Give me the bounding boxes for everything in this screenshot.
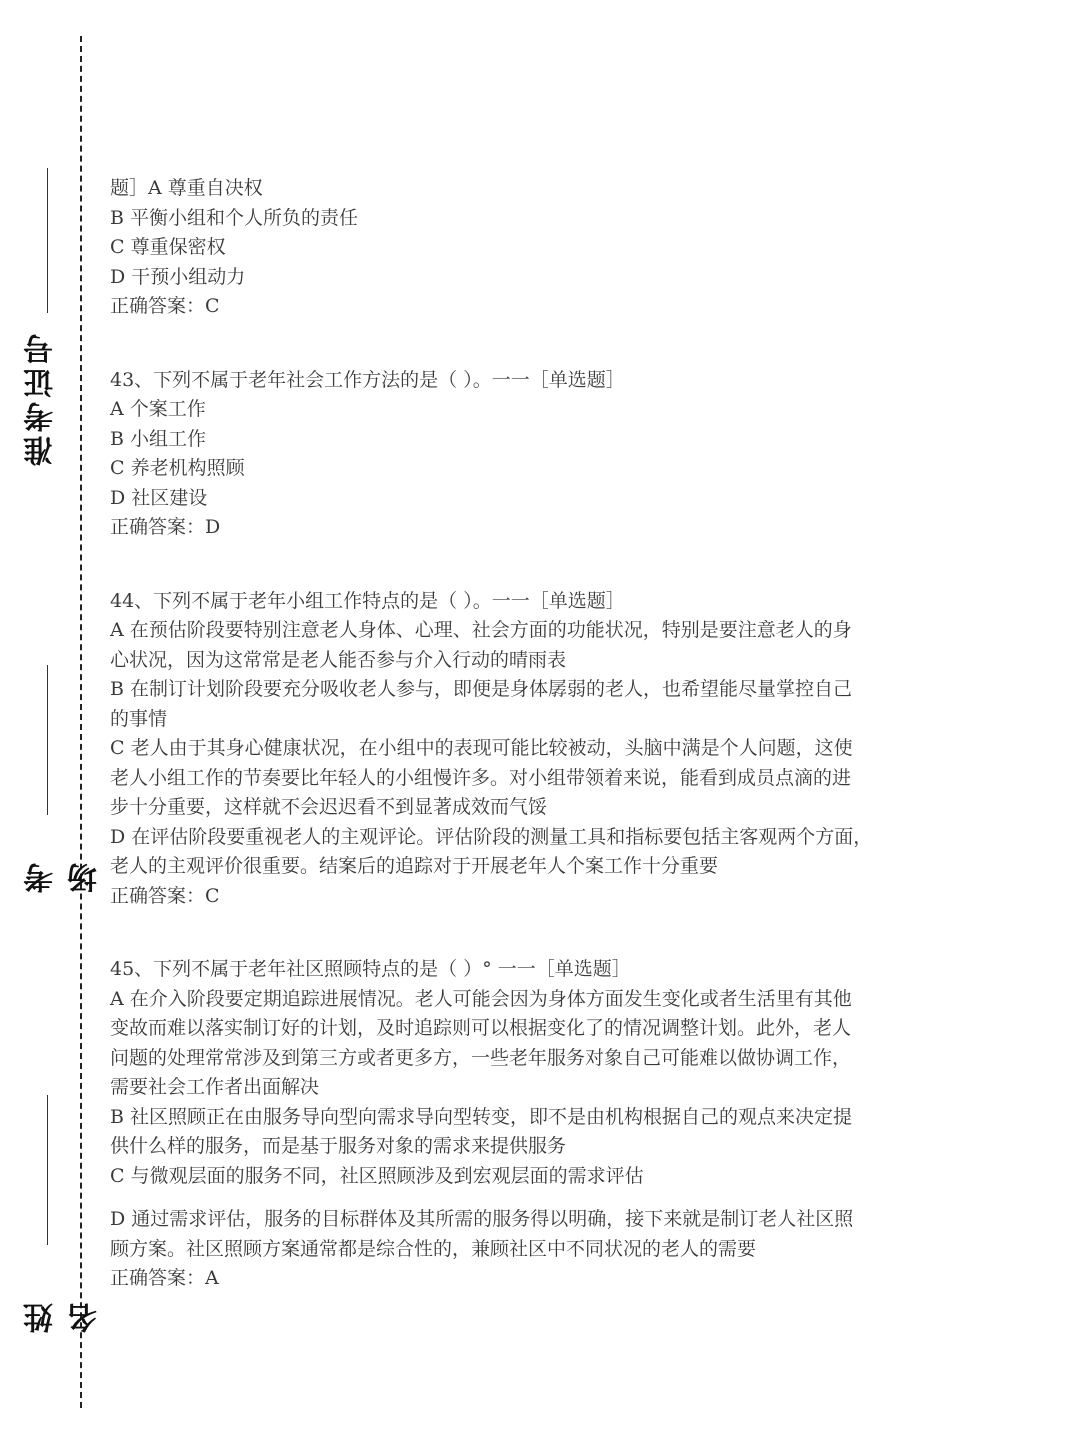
question-45-stem: 45、下列不属于老年社区照顾特点的是（ ）° 一一［单选题］ xyxy=(110,958,631,980)
option-d: D 在评估阶段要重视老人的主观评论。评估阶段的测量工具和指标要包括主客观两个方面， xyxy=(110,825,873,848)
option-d: D 通过需求评估，服务的目标群体及其所需的服务得以明确，接下来就是制订老人社区照 xyxy=(110,1208,854,1230)
correct-answer: 正确答案：D xyxy=(110,516,221,538)
option-b-cont: 供什么样的服务，而是基于服务对象的需求来提供服务 xyxy=(110,1135,567,1157)
option-c-cont: 老人小组工作的节奏要比年轻人的小组慢许多。对小组带领着来说，能看到成员点滴的进 xyxy=(110,766,852,789)
question-43-stem: 43、下列不属于老年社会工作方法的是（ ）。一一［单选题］ xyxy=(110,368,625,391)
option-b: B 在制订计划阶段要充分吸收老人参与，即便是身体孱弱的老人，也希望能尽量掌控自己 xyxy=(110,678,853,700)
option-d: D 干预小组动力 xyxy=(110,265,246,288)
correct-answer: 正确答案：A xyxy=(110,1267,219,1289)
question-45 xyxy=(110,955,930,1294)
correct-answer: 正确答案：C xyxy=(110,884,220,907)
question-42-stem-tail: 题］A 尊重自决权 xyxy=(110,177,263,199)
option-b-cont: 的事情 xyxy=(110,707,168,730)
question-44-stem: 44、下列不属于老年小组工作特点的是（ ）。一一［单选题］ xyxy=(110,589,625,612)
option-a-cont: 需要社会工作者出面解决 xyxy=(110,1076,320,1098)
exam-room-underline xyxy=(47,665,48,815)
exam-id-underline xyxy=(47,168,48,313)
option-c: C 养老机构照顾 xyxy=(110,457,245,479)
option-a-cont: 问题的处理常常涉及到第三方或者更多方，一些老年服务对象自己可能难以做协调工作， xyxy=(110,1046,852,1069)
option-a-cont: 心状况，因为这常常是老人能否参与介入行动的晴雨表 xyxy=(110,648,567,671)
option-a: A 在预估阶段要特别注意老人身体、心理、社会方面的功能状况，特别是要注意老人的身 xyxy=(110,619,852,641)
question-42 xyxy=(110,174,930,322)
question-content xyxy=(110,174,930,1294)
name-underline xyxy=(47,1095,48,1245)
option-c: C 尊重保密权 xyxy=(110,236,226,258)
exam-id-label: 准考证号 xyxy=(24,330,59,466)
option-b: B 小组工作 xyxy=(110,427,207,450)
option-a: A 在介入阶段要定期追踪进展情况。老人可能会因为身体方面发生变化或者生活里有其他 xyxy=(110,987,852,1010)
option-a-cont: 变故而难以落实制订好的计划，及时追踪则可以根据变化了的情况调整计划。此外，老人 xyxy=(110,1017,852,1039)
option-c: C 老人由于其身心健康状况，在小组中的表现可能比较被动，头脑中满是个人问题，这使 xyxy=(110,737,853,759)
question-43 xyxy=(110,366,930,543)
option-c: C 与微观层面的服务不同，社区照顾涉及到宏观层面的需求评估 xyxy=(110,1164,644,1187)
name-label: 姓名 xyxy=(24,1277,103,1333)
correct-answer: 正确答案：C xyxy=(110,295,220,317)
option-d-cont: 顾方案。社区照顾方案通常都是综合性的，兼顾社区中不同状况的老人的需要 xyxy=(110,1237,757,1260)
option-b: B 社区照顾正在由服务导向型向需求导向型转变，即不是由机构根据自己的观点来决定提 xyxy=(110,1105,853,1128)
option-c-cont: 步十分重要，这样就不会迟迟看不到显著成效而气馁 xyxy=(110,796,548,818)
option-a: A 个案工作 xyxy=(110,398,206,420)
option-d-cont: 老人的主观评价很重要。结案后的追踪对于开展老年人个案工作十分重要 xyxy=(110,855,719,877)
binding-dashed-line xyxy=(80,36,82,1408)
question-44 xyxy=(110,587,930,912)
exam-room-label: 考场 xyxy=(24,837,103,893)
option-b: B 平衡小组和个人所负的责任 xyxy=(110,206,359,229)
option-d: D 社区建设 xyxy=(110,486,208,509)
